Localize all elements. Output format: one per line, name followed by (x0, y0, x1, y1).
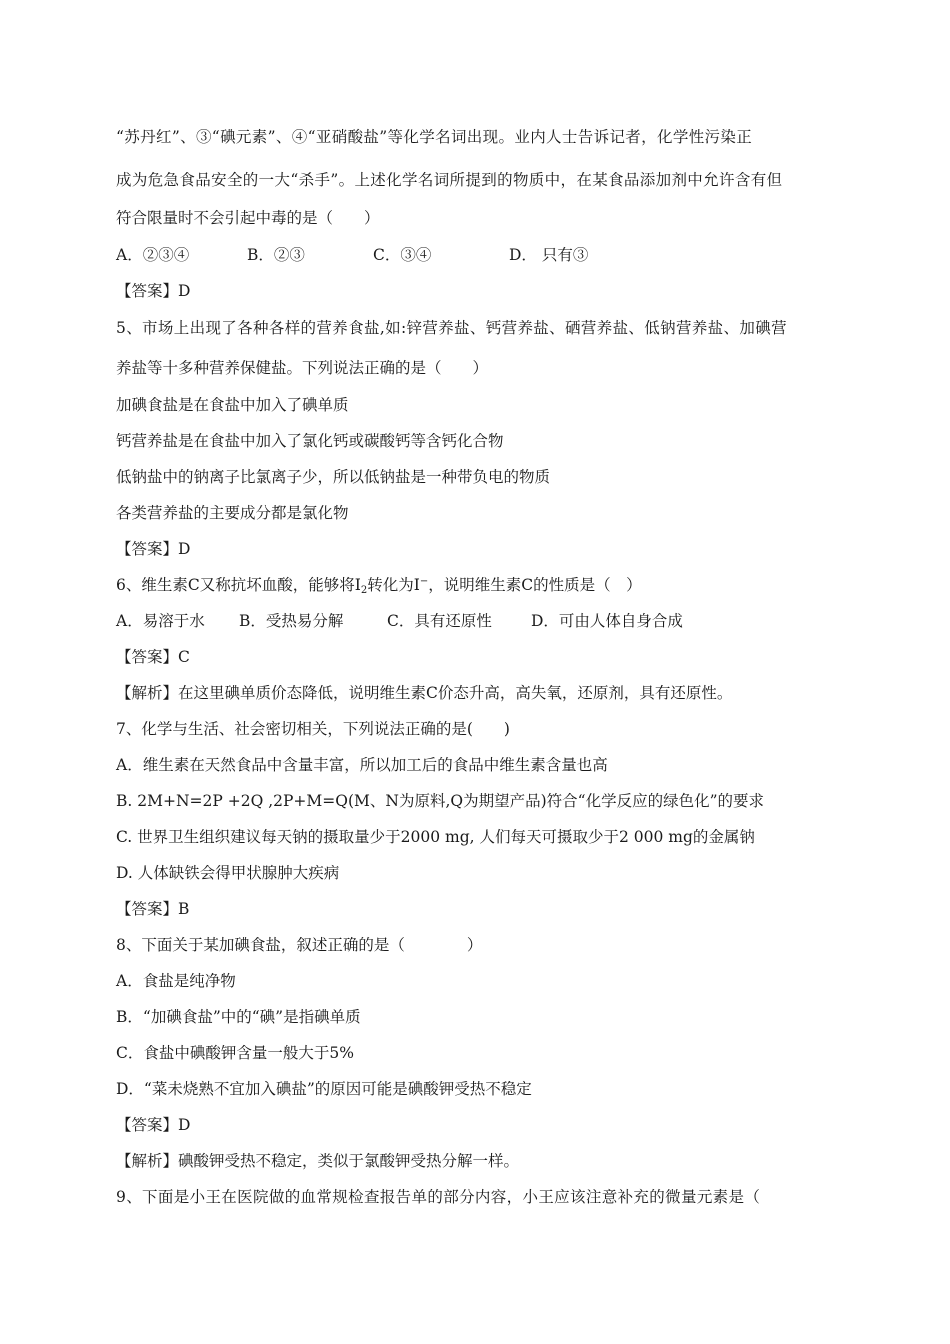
question-4-option-d: D． 只有③ (509, 246, 589, 264)
question-4-options (116, 245, 588, 265)
question-5-line-2: 养盐等十多种营养保健盐。下列说法正确的是（ ） (116, 359, 489, 377)
question-4-line-2: 成为危急食品安全的一大“杀手”。上述化学名词所提到的物质中，在某食品添加剂中允许含有但 (116, 171, 783, 189)
question-8-explanation: 【解析】碘酸钾受热不稳定，类似于氯酸钾受热分解一样。 (116, 1152, 520, 1170)
question-7-option-a: A．维生素在天然食品中含量丰富，所以加工后的食品中维生素含量也高 (116, 756, 608, 774)
question-8-option-b: B．“加碘食盐”中的“碘”是指碘单质 (116, 1008, 361, 1026)
question-7-option-d: D. 人体缺铁会得甲状腺肿大疾病 (116, 864, 340, 882)
question-4-line-3: 符合限量时不会引起中毒的是（ ） (116, 209, 380, 227)
question-6-stem: 6、维生素C又称抗坏血酸，能够将$I_2$转化为I−，说明维生素C的性质是（ ） (116, 576, 642, 596)
question-4-option-c: C．③④ (373, 246, 432, 264)
question-6-option-b: B．受热易分解 (239, 612, 344, 630)
question-6-option-c: C．具有还原性 (387, 612, 492, 630)
question-7-answer: 【答案】B (116, 900, 190, 918)
question-7-option-c: C. 世界卫生组织建议每天钠的摄取量少于2000 mg, 人们每天可摄取少于2 000 mg的金属钠 (116, 828, 755, 846)
question-7-option-b: B. 2M+N=2P +2Q ,2P+M=Q(M、N为原料,Q为期望产品)符合“化学反应的绿色化”的要求 (116, 792, 764, 810)
question-6-options (116, 611, 683, 631)
question-8-option-c: C．食盐中碘酸钾含量一般大于5% (116, 1044, 354, 1062)
question-6-explanation: 【解析】在这里碘单质价态降低，说明维生素C价态升高，高失氧，还原剂，具有还原性。 (116, 684, 733, 702)
question-7-stem: 7、化学与生活、社会密切相关，下列说法正确的是( ) (116, 720, 510, 738)
question-5-option-2: 钙营养盐是在食盐中加入了氯化钙或碳酸钙等含钙化合物 (116, 432, 504, 450)
question-9-stem: 9、下面是小王在医院做的血常规检查报告单的部分内容，小王应该注意补充的微量元素是（ (116, 1188, 761, 1206)
question-8-answer: 【答案】D (116, 1116, 191, 1134)
question-8-stem: 8、下面关于某加碘食盐，叙述正确的是（ ） (116, 936, 483, 954)
question-4-option-a: A．②③④ (116, 246, 190, 264)
question-5-answer: 【答案】D (116, 540, 191, 558)
question-5-option-4: 各类营养盐的主要成分都是氯化物 (116, 504, 349, 522)
question-4-option-b: B．②③ (247, 246, 305, 264)
question-5-line-1: 5、市场上出现了各种各样的营养食盐,如:锌营养盐、钙营养盐、硒营养盐、低钠营养盐、加碘营 (116, 319, 787, 337)
question-6-option-a: A．易溶于水 (116, 612, 205, 630)
question-4-answer: 【答案】D (116, 282, 191, 300)
question-5-option-1: 加碘食盐是在食盐中加入了碘单质 (116, 396, 349, 414)
question-5-option-3: 低钠盐中的钠离子比氯离子少，所以低钠盐是一种带负电的物质 (116, 468, 551, 486)
question-6-option-d: D．可由人体自身合成 (531, 612, 683, 630)
question-4-line-1: “苏丹红”、③“碘元素”、④“亚硝酸盐”等化学名词出现。业内人士告诉记者，化学性污染正 (116, 128, 753, 146)
question-8-option-d: D．“菜未烧熟不宜加入碘盐”的原因可能是碘酸钾受热不稳定 (116, 1080, 532, 1098)
question-6-answer: 【答案】C (116, 648, 190, 666)
question-8-option-a: A．食盐是纯净物 (116, 972, 236, 990)
